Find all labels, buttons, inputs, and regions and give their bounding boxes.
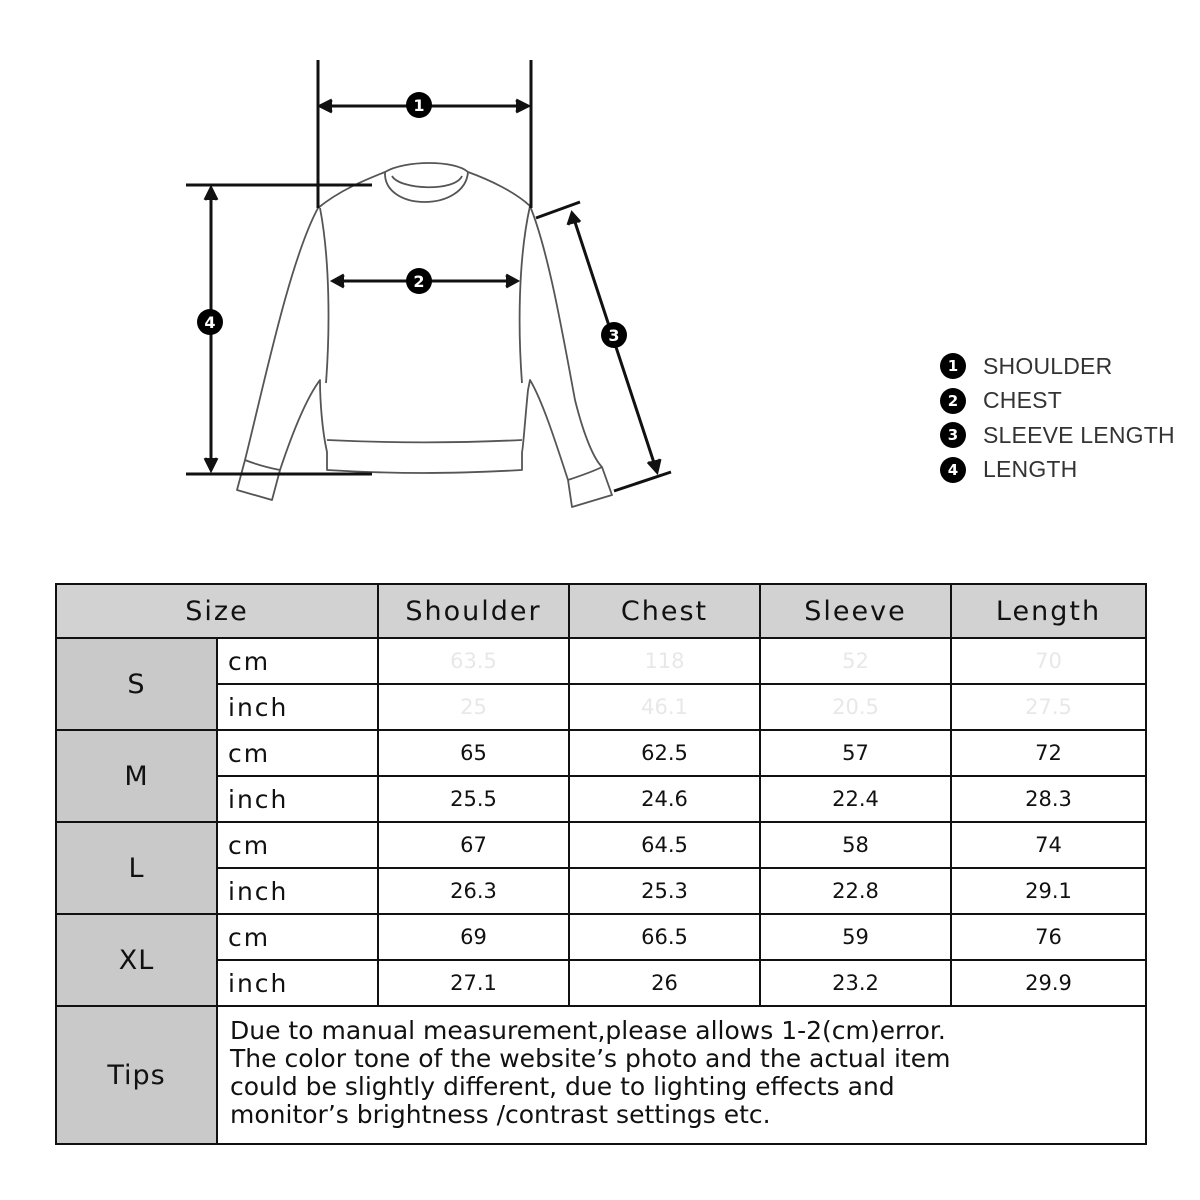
value-cell: 20.5 <box>760 684 951 730</box>
legend-item-chest <box>940 384 1175 419</box>
value-cell: 67 <box>378 822 569 868</box>
unit-label: inch <box>217 776 378 822</box>
tips-text <box>217 1006 1146 1144</box>
value-cell: 25.5 <box>378 776 569 822</box>
table-header-row <box>56 584 1146 638</box>
legend-number-badge: 4 <box>940 457 966 483</box>
value-cell: 52 <box>760 638 951 684</box>
unit-label: inch <box>217 868 378 914</box>
header-chest: Chest <box>569 584 760 638</box>
value-cell: 27.5 <box>951 684 1146 730</box>
value-cell: 23.2 <box>760 960 951 1006</box>
svg-text:1: 1 <box>413 96 425 115</box>
marker-2 <box>406 268 432 294</box>
table-row <box>56 776 1146 822</box>
table-row <box>56 868 1146 914</box>
legend-number-badge: 2 <box>940 388 966 414</box>
legend-number-badge: 1 <box>940 353 966 379</box>
value-cell: 76 <box>951 914 1146 960</box>
tips-line: monitor’s brightness /contrast settings etc. <box>230 1100 771 1129</box>
size-label: M <box>56 730 217 822</box>
marker-3 <box>601 322 627 348</box>
value-cell: 25 <box>378 684 569 730</box>
value-cell: 62.5 <box>569 730 760 776</box>
value-cell: 74 <box>951 822 1146 868</box>
svg-text:2: 2 <box>413 272 425 291</box>
table-row <box>56 684 1146 730</box>
svg-text:3: 3 <box>608 326 620 345</box>
value-cell: 66.5 <box>569 914 760 960</box>
value-cell: 65 <box>378 730 569 776</box>
unit-label: cm <box>217 822 378 868</box>
marker-1 <box>406 92 432 118</box>
measurement-legend <box>940 349 1175 487</box>
value-cell: 63.5 <box>378 638 569 684</box>
value-cell: 46.1 <box>569 684 760 730</box>
value-cell: 22.4 <box>760 776 951 822</box>
tips-line: The color tone of the website’s photo and the actual item <box>230 1044 951 1073</box>
value-cell: 27.1 <box>378 960 569 1006</box>
unit-label: cm <box>217 914 378 960</box>
marker-4 <box>197 309 223 335</box>
size-chart-table <box>55 583 1147 1145</box>
size-label: XL <box>56 914 217 1006</box>
value-cell: 59 <box>760 914 951 960</box>
unit-label: inch <box>217 960 378 1006</box>
value-cell: 69 <box>378 914 569 960</box>
tips-line: could be slightly different, due to lighting effects and <box>230 1072 895 1101</box>
legend-item-length <box>940 453 1175 488</box>
legend-item-shoulder <box>940 349 1175 384</box>
legend-label: LENGTH <box>983 456 1078 483</box>
table-row <box>56 638 1146 684</box>
header-size: Size <box>56 584 378 638</box>
table-row <box>56 730 1146 776</box>
legend-label: SHOULDER <box>983 352 1113 379</box>
value-cell: 22.8 <box>760 868 951 914</box>
value-cell: 24.6 <box>569 776 760 822</box>
header-shoulder: Shoulder <box>378 584 569 638</box>
svg-text:4: 4 <box>204 313 216 332</box>
value-cell: 28.3 <box>951 776 1146 822</box>
value-cell: 72 <box>951 730 1146 776</box>
tips-label: Tips <box>56 1006 217 1144</box>
tips-row <box>56 1006 1146 1144</box>
sweater-outline <box>237 163 612 507</box>
legend-label: CHEST <box>983 387 1062 414</box>
table-row <box>56 914 1146 960</box>
legend-number-badge: 3 <box>940 422 966 448</box>
tips-line: Due to manual measurement,please allows 1-2(cm)error. <box>230 1016 946 1045</box>
value-cell: 64.5 <box>569 822 760 868</box>
value-cell: 118 <box>569 638 760 684</box>
value-cell: 58 <box>760 822 951 868</box>
value-cell: 70 <box>951 638 1146 684</box>
value-cell: 26 <box>569 960 760 1006</box>
value-cell: 29.9 <box>951 960 1146 1006</box>
unit-label: inch <box>217 684 378 730</box>
size-label: L <box>56 822 217 914</box>
unit-label: cm <box>217 638 378 684</box>
size-label: S <box>56 638 217 730</box>
header-sleeve: Sleeve <box>760 584 951 638</box>
legend-label: SLEEVE LENGTH <box>983 421 1175 448</box>
header-length: Length <box>951 584 1146 638</box>
table-row <box>56 960 1146 1006</box>
value-cell: 25.3 <box>569 868 760 914</box>
value-cell: 29.1 <box>951 868 1146 914</box>
value-cell: 26.3 <box>378 868 569 914</box>
table-row <box>56 822 1146 868</box>
legend-item-sleeve-length <box>940 418 1175 453</box>
value-cell: 57 <box>760 730 951 776</box>
unit-label: cm <box>217 730 378 776</box>
